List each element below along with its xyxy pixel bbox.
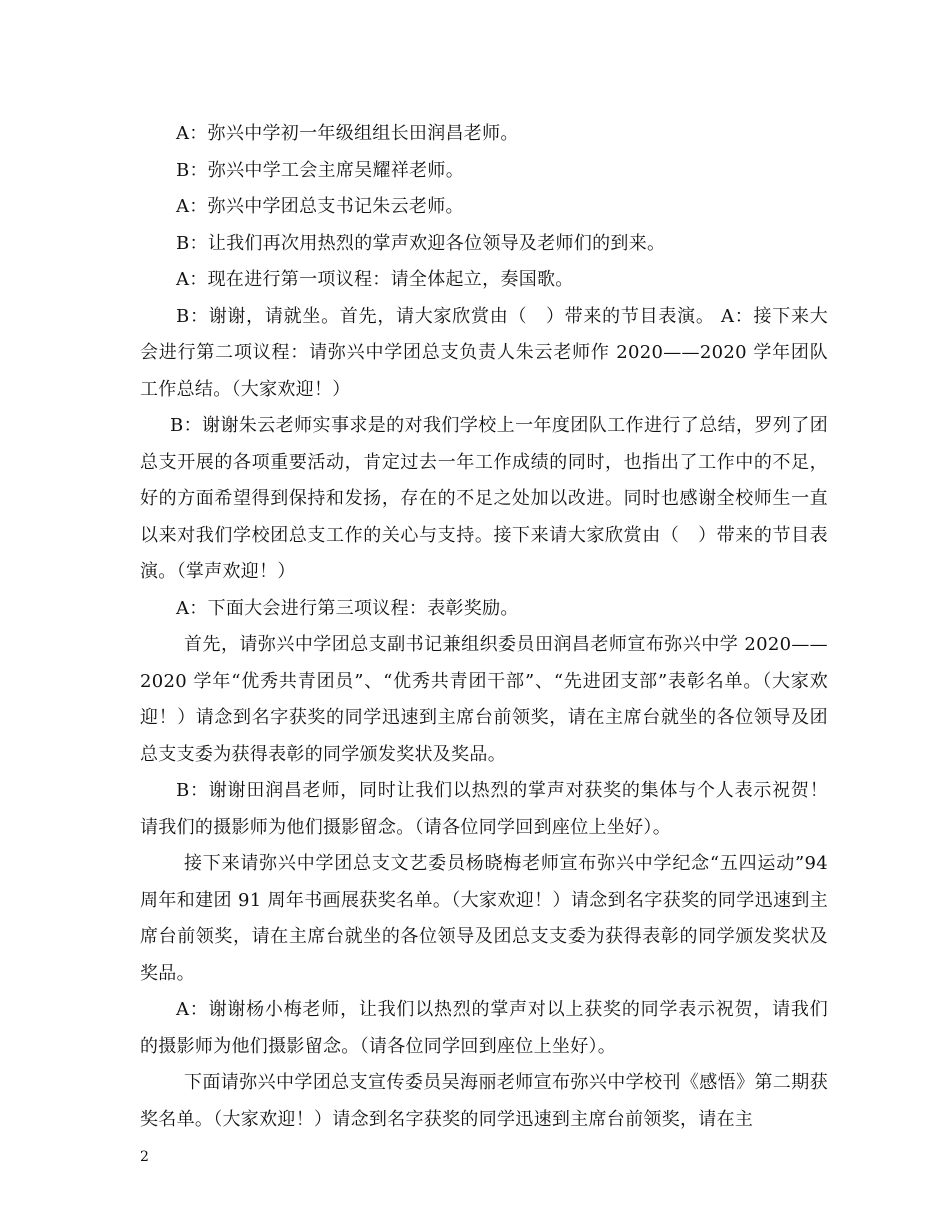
paragraph-art-awards: 接下来请弥兴中学团总支文艺委员杨晓梅老师宣布弥兴中学纪念“五四运动”94 周年和建团 91 周年书画展获奖名单。（大家欢迎！）请念到名字获奖的同学迅速到主席台前领奖，请在主席台就坐的各位领导及团总支支委为获得表彰的同学颁发奖状及奖品。 — [140, 853, 828, 984]
paragraph-a-art-congratulations: A：谢谢杨小梅老师，让我们以热烈的掌声对以上获奖的同学表示祝贺，请我们的摄影师为他们摄影留念。（请各位同学回到座位上坐好）。 — [140, 999, 828, 1057]
paragraph-a-third-agenda: A：下面大会进行第三项议程：表彰奖励。 — [176, 597, 519, 619]
page-number: 2 — [140, 1149, 149, 1165]
paragraph-a-zhu-yun: A：弥兴中学团总支书记朱云老师。 — [176, 196, 464, 217]
document-body — [140, 116, 828, 1138]
paragraph-b-welcome: B：让我们再次用热烈的掌声欢迎各位领导及老师们的到来。 — [176, 232, 666, 254]
paragraph-a-tian-runchang: A：弥兴中学初一年级组组长田润昌老师。 — [176, 123, 519, 144]
paragraph-b-congratulations: B：谢谢田润昌老师，同时让我们以热烈的掌声对获奖的集体与个人表示祝贺！请我们的摄影师为他们摄影留念。（请各位同学回到座位上坐好）。 — [140, 780, 828, 838]
paragraph-awards-list: 首先，请弥兴中学团总支副书记兼组织委员田润昌老师宣布弥兴中学 2020——2020 学年“优秀共青团员”、“优秀共青团干部”、“先进团支部”表彰名单。（大家欢迎！）请念到名字获奖的同学迅速到主席台前领奖，请在主席台就坐的各位领导及团总支支委为获得表彰的同学颁发奖状及奖品。 — [140, 634, 828, 765]
paragraph-magazine-awards: 下面请弥兴中学团总支宣传委员吴海丽老师宣布弥兴中学校刊《感悟》第二期获奖名单。（大家欢迎！）请念到名字获奖的同学迅速到主席台前领奖，请在主 — [140, 1072, 828, 1130]
paragraph-b-summary-thanks: B：谢谢朱云老师实事求是的对我们学校上一年度团队工作进行了总结，罗列了团总支开展的各项重要活动，肯定过去一年工作成绩的同时，也指出了工作中的不足，好的方面希望得到保持和发扬，存在的不足之处加以改进。同时也感谢全校师生一直以来对我们学校团总支工作的关心与支持。接下来请大家欣赏由（ ）带来的节目表演。（掌声欢迎！） — [140, 415, 828, 582]
paragraph-a-first-agenda: A：现在进行第一项议程：请全体起立，奏国歌。 — [176, 269, 574, 290]
paragraph-b-second-agenda: B：谢谢，请就坐。首先，请大家欣赏由（ ）带来的节目表演。 A：接下来大会进行第二项议程：请弥兴中学团总支负责人朱云老师作 2020——2020 学年团队工作总结。（大家欢迎！） — [140, 305, 828, 400]
paragraph-b-wu-yaoxiang: B：弥兴中学工会主席吴耀祥老师。 — [176, 159, 465, 181]
